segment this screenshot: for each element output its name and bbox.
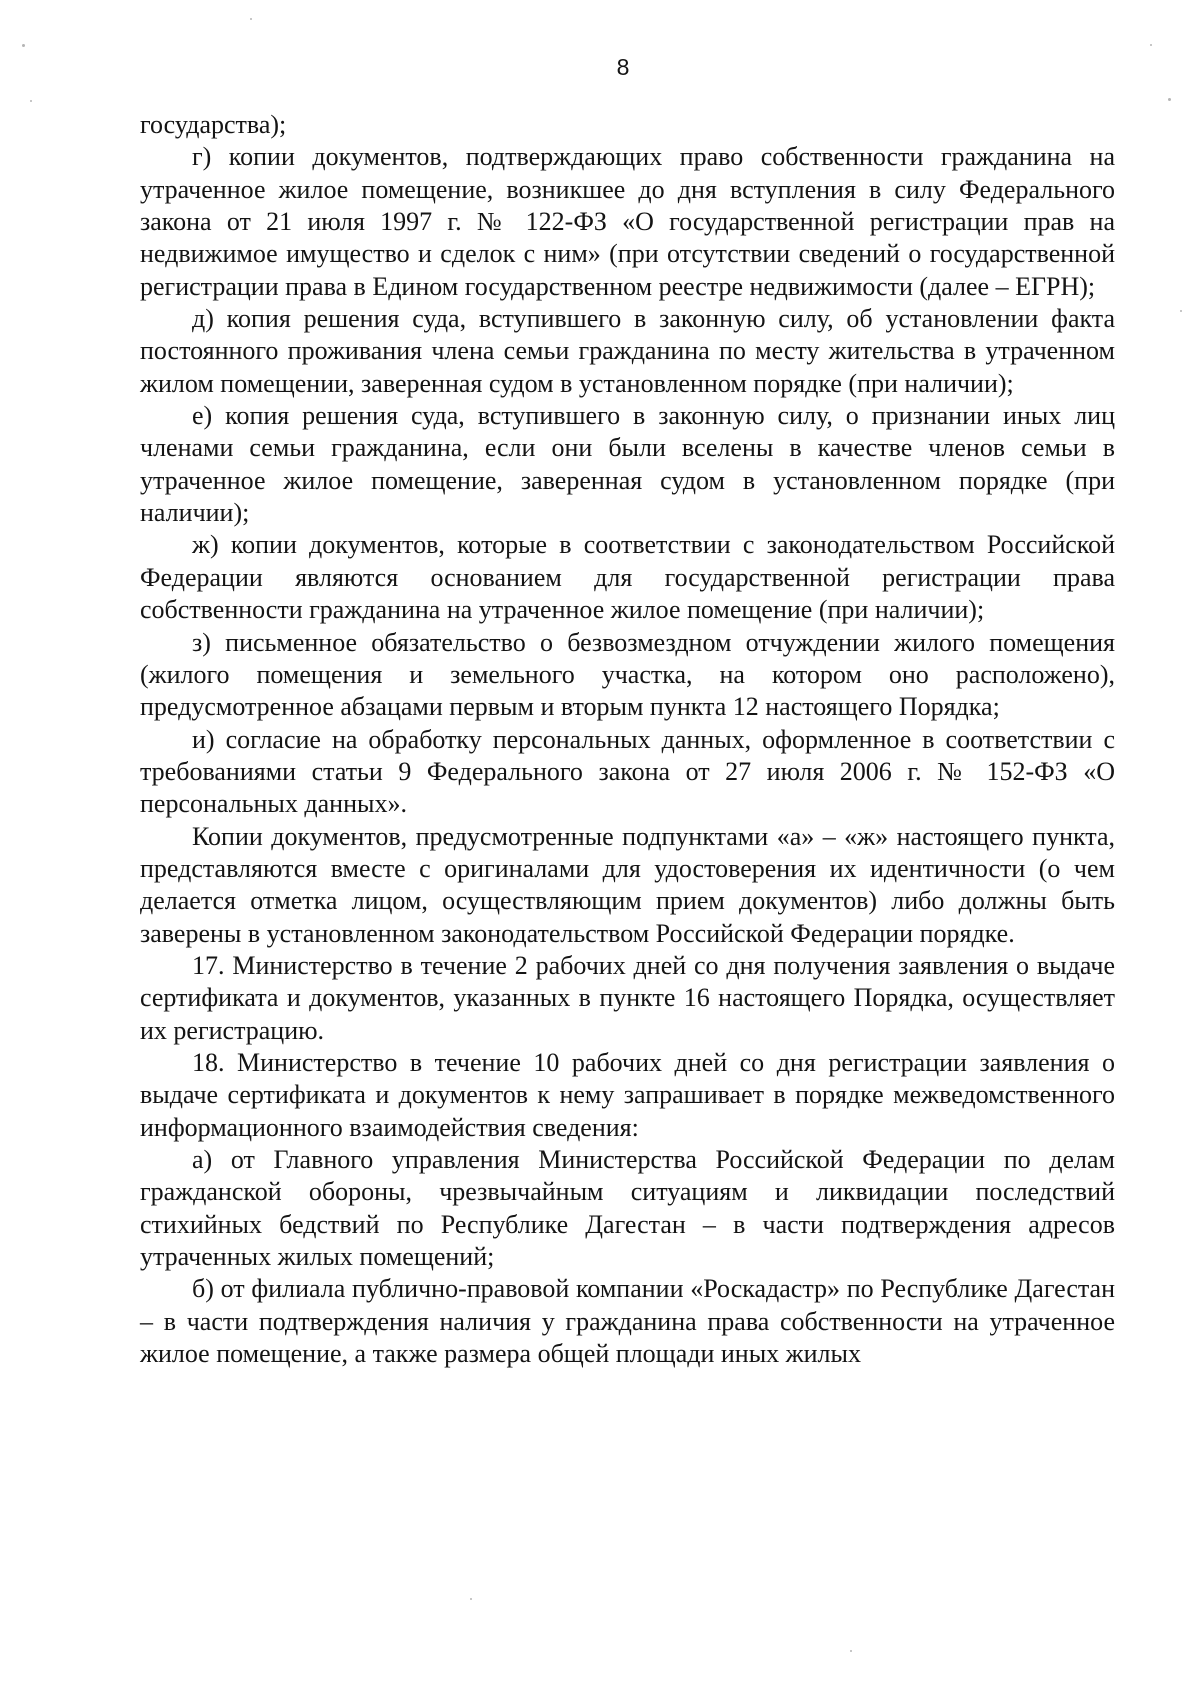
- scan-speck: [22, 44, 25, 47]
- paragraph-item-zh: ж) копии документов, которые в соответствии с законодательством Российской Федерации являются основанием для государственной регистрации права собственности гражданина на утраченное жилое помещение (при наличии);: [140, 530, 1115, 625]
- paragraph-clause-18: 18. Министерство в течение 10 рабочих дней со дня регистрации заявления о выдаче сертификата и документов к нему запрашивает в порядке межведомственного информационного взаимодействия сведения:: [140, 1047, 1115, 1142]
- document-body: [140, 109, 1115, 1370]
- paragraph-copies-note: Копии документов, предусмотренные подпунктами «а» – «ж» настоящего пункта, представляются вместе с оригиналами для удостоверения их идентичности (о чем делается отметка лицом, осуществляющим прием документов) либо должны быть заверены в установленном законодательством Российской Федерации порядке.: [140, 821, 1115, 948]
- paragraph-item-g: г) копии документов, подтверждающих право собственности гражданина на утраченное жилое помещение, возникшее до дня вступления в силу Федерального закона от 21 июля 1997 г. № 122-ФЗ «О государственной регистрации прав на недвижимое имущество и сделок с ним» (при отсутствии сведений о государственной регистрации права в Едином государственном реестре недвижимости (далее – ЕГРН);: [140, 142, 1115, 301]
- paragraph-item-b: б) от филиала публично-правовой компании «Роскадастр» по Республике Дагестан – в части подтверждения наличия у гражданина права собственности на утраченное жилое помещение, а также размера общей площади иных жилых: [140, 1274, 1115, 1369]
- paragraph-item-d: д) копия решения суда, вступившего в законную силу, об установлении факта постоянного проживания члена семьи гражданина по месту жительства в утраченном жилом помещении, заверенная судом в установленном порядке (при наличии);: [140, 304, 1115, 398]
- scan-speck: [470, 1598, 472, 1600]
- paragraph-item-e: е) копия решения суда, вступившего в законную силу, о признании иных лиц членами семьи гражданина, если они были вселены в качестве членов семьи в утраченное жилое помещение, заверенная судом в установленном порядке (при наличии);: [140, 401, 1115, 528]
- scan-speck: [30, 100, 32, 102]
- scan-speck: [1180, 310, 1182, 312]
- scan-speck: [850, 1650, 852, 1652]
- paragraph-clause-17: 17. Министерство в течение 2 рабочих дней со дня получения заявления о выдаче сертификата и документов, указанных в пункте 16 настоящего Порядка, осуществляет их регистрацию.: [140, 950, 1115, 1045]
- scan-speck: [1168, 98, 1171, 101]
- scan-speck: [1150, 44, 1152, 46]
- page-number: 8: [616, 54, 630, 80]
- paragraph-item-a: а) от Главного управления Министерства Российской Федерации по делам гражданской обороны, чрезвычайным ситуациям и ликвидации последствий стихийных бедствий по Республике Дагестан – в части подтверждения адресов утраченных жилых помещений;: [140, 1145, 1115, 1272]
- scan-speck: [250, 18, 252, 20]
- paragraph-continuation: государства);: [140, 110, 287, 139]
- paragraph-item-i: и) согласие на обработку персональных данных, оформленное в соответствии с требованиями статьи 9 Федерального закона от 27 июля 2006 г. № 152-ФЗ «О персональных данных».: [140, 724, 1115, 819]
- paragraph-item-z: з) письменное обязательство о безвозмездном отчуждении жилого помещения (жилого помещения и земельного участка, на котором оно расположено), предусмотренное абзацами первым и вторым пункта 12 настоящего Порядка;: [140, 627, 1115, 722]
